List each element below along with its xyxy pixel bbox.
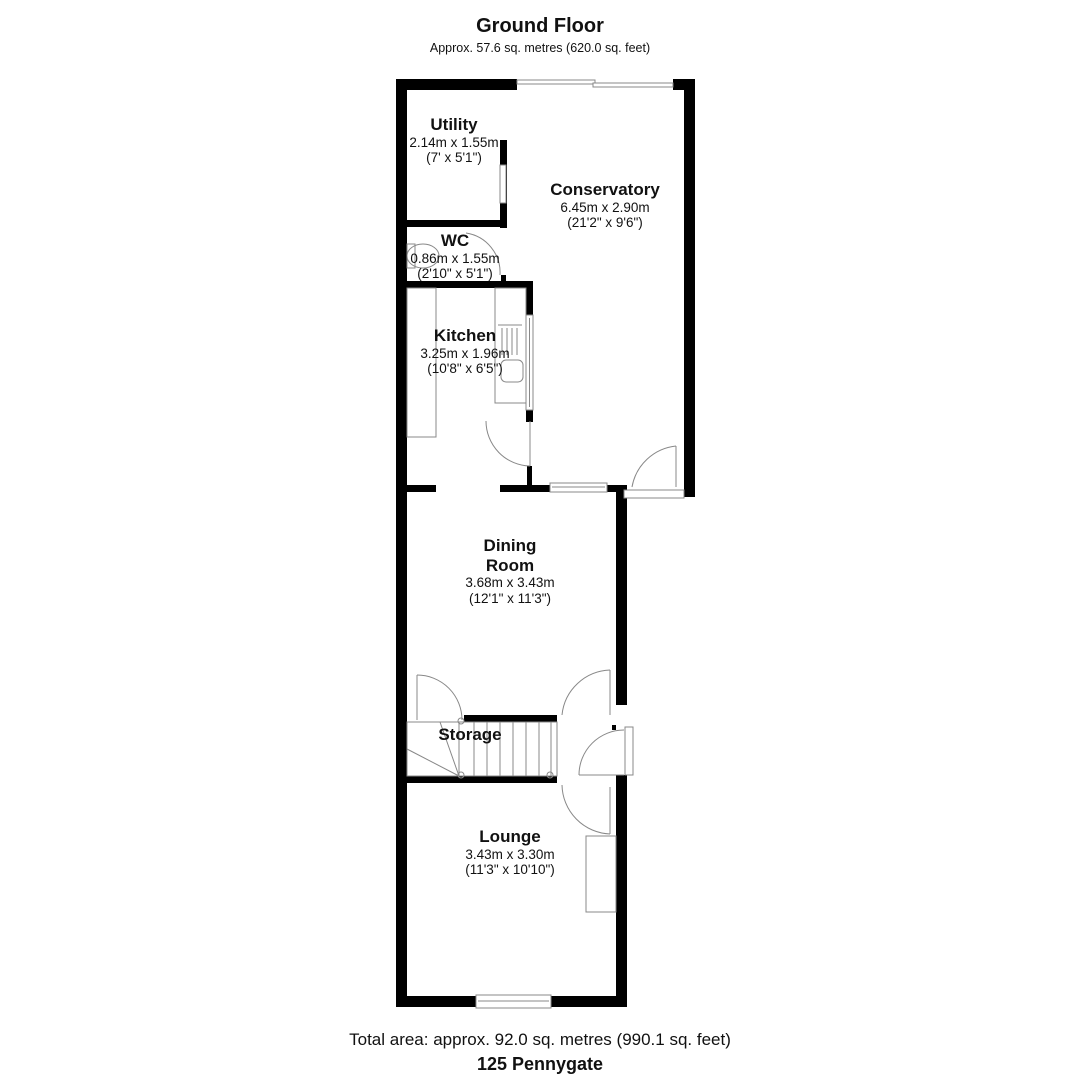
room-dim-imperial: (12'1" x 11'3") [468, 590, 552, 606]
room-wc [398, 231, 512, 282]
floor-title: Ground Floor [476, 15, 604, 37]
room-dim-imperial: (11'3" x 10'10") [465, 862, 555, 878]
room-conservatory [530, 180, 680, 231]
room-dim-imperial: (10'8" x 6'5") [427, 361, 503, 377]
room-name-line1: Dining [483, 536, 537, 555]
room-dining-room [430, 536, 590, 606]
room-name: Utility [430, 115, 478, 134]
room-name: Lounge [479, 827, 541, 846]
room-lounge [430, 827, 590, 878]
room-kitchen [405, 326, 525, 377]
room-dim-metric: 3.25m x 1.96m [420, 345, 510, 361]
room-name-line2: Room [485, 555, 535, 575]
property-address: 125 Pennygate [476, 1054, 604, 1074]
room-name: Conservatory [550, 180, 660, 199]
room-name: Kitchen [433, 326, 497, 345]
room-dim-metric: 0.86m x 1.55m [410, 250, 500, 266]
room-dim-imperial: (2'10" x 5'1") [417, 266, 493, 282]
room-storage [425, 725, 515, 745]
room-dim-imperial: (7' x 5'1") [426, 150, 482, 166]
room-name: Storage [438, 725, 502, 744]
total-area: Total area: approx. 92.0 sq. metres (990.1 sq. feet) [349, 1030, 731, 1049]
room-name: WC [440, 231, 470, 250]
floor-area: Approx. 57.6 sq. metres (620.0 sq. feet) [429, 41, 651, 55]
room-dim-imperial: (21'2" x 9'6") [567, 215, 643, 231]
room-dim-metric: 2.14m x 1.55m [409, 134, 499, 150]
room-dim-metric: 6.45m x 2.90m [560, 199, 650, 215]
room-dim-metric: 3.43m x 3.30m [465, 846, 555, 862]
room-dim-metric: 3.68m x 3.43m [465, 575, 555, 591]
room-utility [398, 115, 510, 166]
